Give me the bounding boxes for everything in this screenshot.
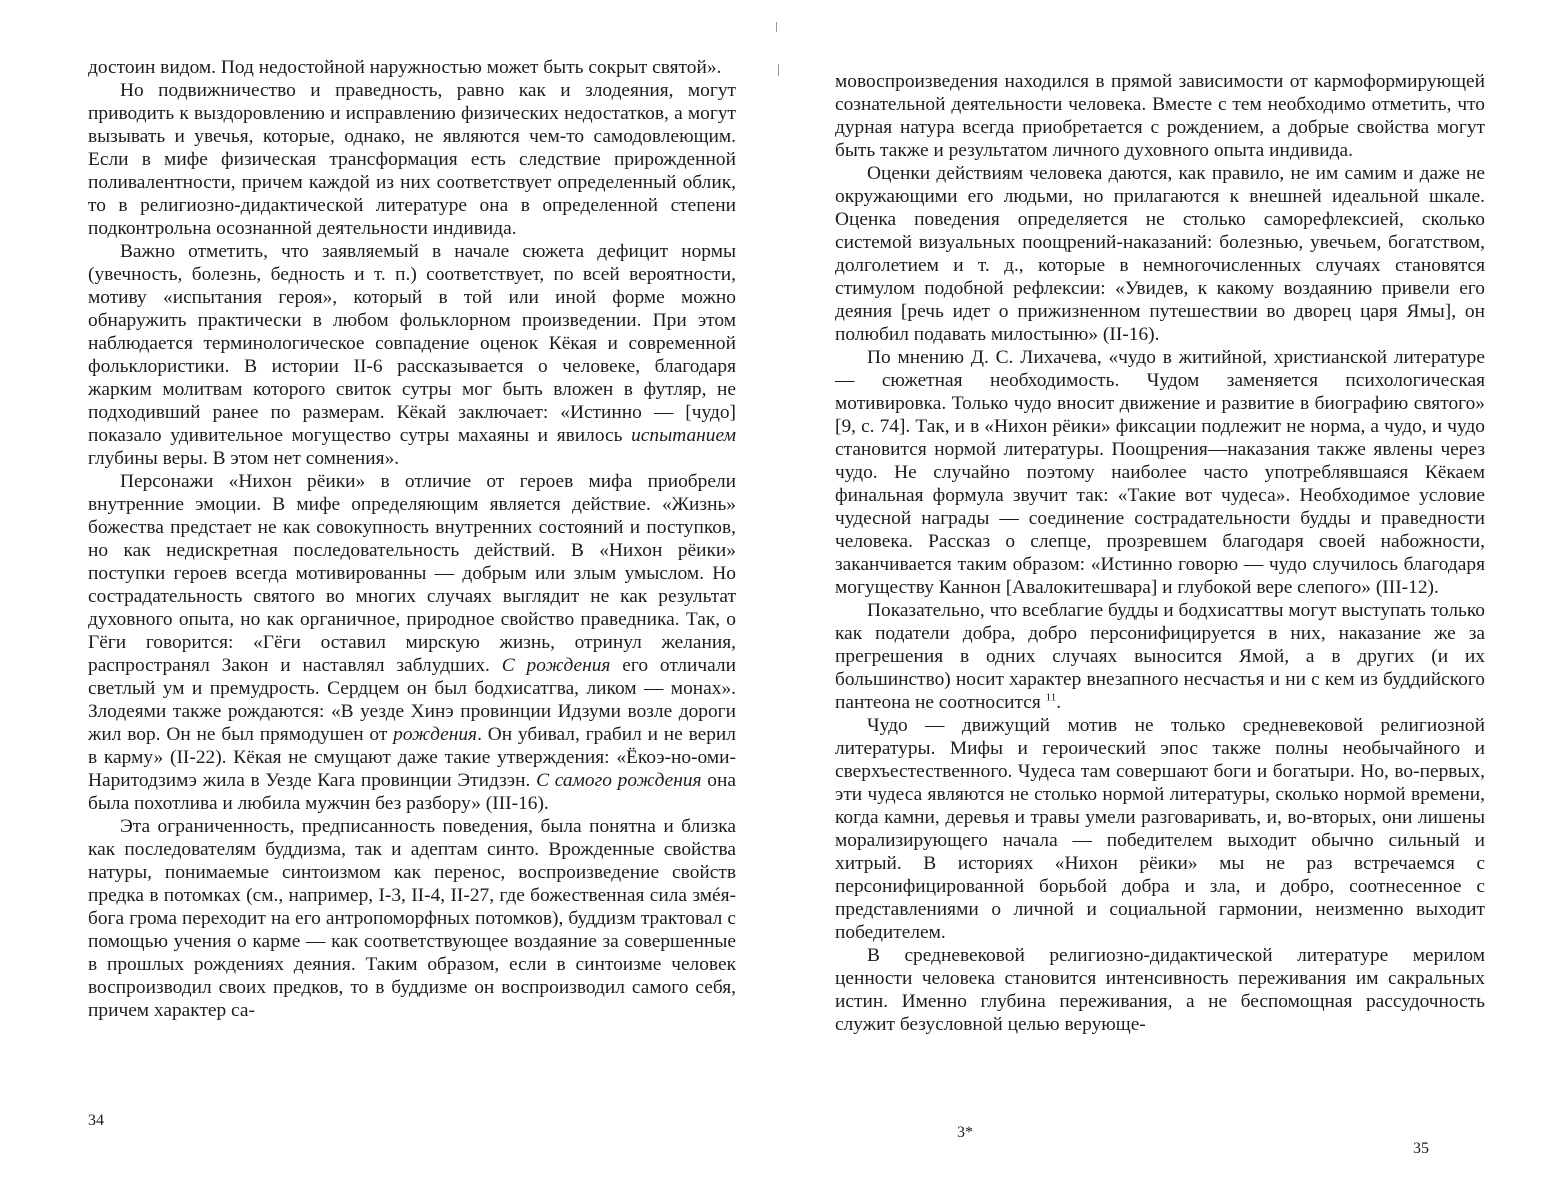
paragraph	[88, 470, 736, 815]
emphasis: С самого рождения	[536, 770, 702, 791]
paragraph: Оценки действиям человека даются, как правило, не им самим и даже не окружающими его людьми, но прилагаются к внешней идеальной шкале. Оценка поведения определяется не столько саморефлексией, сколько системой визуальных поощрений-наказаний: болезнью, увечьем, богатством, долголетием и т. д., которые в немногочисленных случаях становятся стимулом подобной рефлексии: «Увидев, к какому воздаянию привели его деяния [речь идет о прижизненном путешествии во дворец царя Ямы], он полюбил подавать милостыню» (II-16).	[835, 163, 1485, 345]
paragraph: Показательно, что всеблагие будды и бодхисаттвы могут выступать только как податели добра, добро персонифицируется в них, наказание же за прегрешения в одних случаях выносится Ямой, а в других (и их большинство) носит характер внезапного несчастья и ни с кем из буддийского пантеона не соотносится $^{11}$.	[835, 600, 1485, 713]
left-page-text	[88, 56, 736, 1022]
paragraph: достоин видом. Под недостойной наружностью может быть сокрыт святой».	[88, 57, 722, 78]
paragraph-text: она была похотлива и любила мужчин без разбору» (III-16).	[88, 770, 736, 814]
paragraph: В средневековой религиозно-дидактической литературе мерилом ценности человека становится интенсивность переживания им сакральных истин. Именно глубина переживания, а не беспомощная рассудочность служит безусловной целью верующе-	[835, 945, 1485, 1035]
paragraph: мовоспроизведения находился в прямой зависимости от кармоформирующей сознательной деятельности человека. Вместе с тем необходимо отметить, что дурная натура всегда приобретается с рождением, а добрые свойства могут быть также и результатом личного духовного опыта индивида.	[835, 71, 1485, 161]
emphasis: рождения	[393, 724, 478, 745]
paragraph: Чудо — движущий мотив не только средневековой религиозной литературы. Мифы и героический эпос также полны необычайного и сверхъестественного. Чудеса там совершают боги и богатыри. Но, во-первых, эти чудеса являются не столько нормой литературы, сколько нормой времени, когда камни, деревья и травы умели разговаривать, и, во-вторых, они лишены морализирующего начала — победителем выходит обычно сильный и хитрый. В историях «Нихон рёики» мы не раз встречаемся с персонифицированной борьбой добра и зла, и добро, соотнесенное с представлениями о личной и социальной гармонии, неизменно выходит победителем.	[835, 715, 1485, 943]
paragraph	[88, 240, 736, 470]
paragraph-text: Персонажи «Нихон рёики» в отличие от героев мифа приобрели внутренние эмоции. В мифе определяющим является действие. «Жизнь» божества предстает не как совокупность внутренних состояний и поступков, но как недискретная последовательность действий. В «Нихон рёики» поступки героев всегда мотивированны — добрым или злым умыслом. Но сострадательность святого во многих случаях выглядит не как результат духовного опыта, но как органичное, природное свойство праведника. Так, о Гёги говорится: «Гёги оставил мирскую жизнь, отринул желания, распространял Закон и наставлял заблудших.	[88, 471, 736, 676]
emphasis: испытанием	[631, 425, 736, 446]
page-number: 34	[88, 1112, 104, 1129]
footnote-ref: 11	[1045, 691, 1057, 704]
signature-mark: 3*	[957, 1124, 973, 1141]
page-number: 35	[1413, 1140, 1429, 1157]
paragraph: Эта ограниченность, предписанность поведения, была понятна и близка как последователям буддизма, так и адептам синто. Врожденные свойства натуры, понимаемые синтоизмом как перенос, воспроизведение свойств предка в потомках (см., например, I-3, II-4, II-27, где божественная сила змéя-бога грома переходит на его антропоморфных потомков), буддизм трактовал с помощью учения о карме — как соответствующее воздаяние за совершенные в прошлых рождениях деяния. Таким образом, если в синтоизме человек воспроизводил своих предков, то в буддизме он воспроизводил самого себя, причем характер са-	[88, 816, 736, 1021]
paragraph-text: его отличали светлый ум и премудрость. Сердцем он был бодхисатгва, ликом — монах». Злодеями также рождаются: «В уезде Хинэ провинции Идзуми возле дороги жил вор. Он не был прямодушен от	[88, 655, 736, 745]
paragraph-text: . Он убивал, грабил и не верил в карму» (II-22). Кёкая не смущают даже такие утверждения: «Ёкоэ-но-оми-Наритодзимэ жила в Уезде Кага провинции Этидзэн.	[88, 724, 736, 791]
paragraph-text: Показательно, что всеблагие будды и бодхисаттвы могут выступать только как податели добра, добро персонифицируется в них, наказание же за прегрешения в одних случаях выносится Ямой, а в других (и их большинство) носит характер внезапного несчастья и ни с кем из буддийского пантеона не соотносится	[835, 600, 1485, 713]
right-page-text	[835, 70, 1485, 1036]
paragraph: Но подвижничество и праведность, равно как и злодеяния, могут приводить к выздоровлению и исправлению физических недостатков, а могут вызывать и увечья, которые, однако, не являются чем-то самодовлеющим. Если в мифе физическая трансформация есть следствие прирожденной поливалентности, причем каждой из них соответствует определенный облик, то в религиозно-дидактической литературе она в определенной степени подконтрольна осознанной деятельности индивида.	[88, 80, 736, 239]
paragraph: По мнению Д. С. Лихачева, «чудо в житийной, христианской литературе — сюжетная необходимость. Чудом заменяется психологическая мотивировка. Только чудо вносит движение и развитие в биографию святого» [9, с. 74]. Так, и в «Нихон рёики» фиксации подлежит не норма, а чудо, и чудо становится нормой литературы. Поощрения—наказания также явлены через чудо. Не случайно поэтому наиболее часто употреблявшаяся Кёкаем финальная формула звучит так: «Такие вот чудеса». Необходимое условие чудесной награды — соединение сострадательности будды и праведности человека. Рассказ о слепце, прозревшем благодаря своей набожности, заканчивается таким образом: «Истинно говорю — чудо случилось благодаря могуществу Каннон [Авалокитешвара] и глубокой вере слепого» (III-12).	[835, 347, 1485, 598]
right-page	[773, 0, 1546, 1200]
emphasis: С рождения	[501, 655, 611, 676]
paragraph-text: Важно отметить, что заявляемый в начале сюжета дефицит нормы (увечность, болезнь, бедность и т. п.) соответствует, по всей вероятности, мотиву «испытания героя», который в той или иной форме можно обнаружить практически в любом фольклорном произведении. При этом наблюдается терминологическое совпадение оценок Кёкая и современной фольклористики. В истории II-6 рассказывается о человеке, благодаря жарким молитвам которого свиток сутры мог быть вложен в футляр, не подходивший ранее по размерам. Кёкай заключает: «Истинно — [чудо] показало удивительное могущество сутры махаяны и явилось	[88, 241, 736, 446]
paragraph-text: глубины веры. В этом нет сомнения».	[88, 448, 400, 469]
